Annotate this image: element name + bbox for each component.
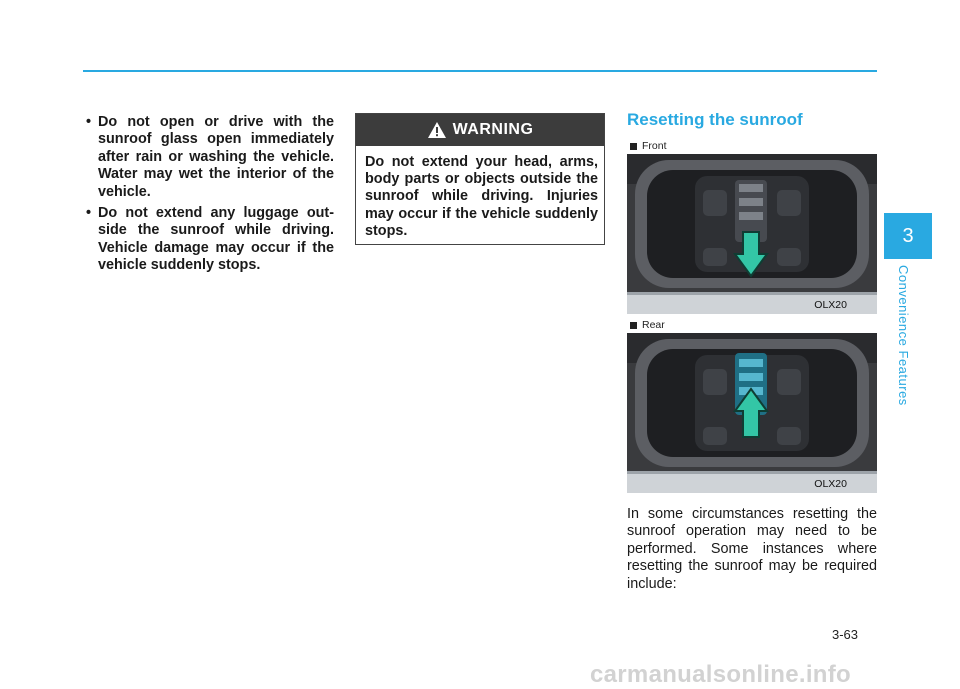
list-item-text: Do not open or drive with the sunroof glass open immediately after rain or washing the vehicle. Water may wet the interior of the vehicle. <box>98 114 334 200</box>
overhead-console-illustration <box>627 154 877 314</box>
list-item-text: Do not extend any luggage out-side the sunroof while driving. Vehicle damage may occur if the vehicle suddenly stops. <box>98 205 334 274</box>
top-rule <box>83 70 877 72</box>
figure-code: OLX20 <box>814 478 847 490</box>
overhead-console-illustration <box>627 333 877 493</box>
caution-list <box>82 114 334 279</box>
watermark-link[interactable]: carmanualsonline.info <box>590 661 852 688</box>
warning-text: Do not extend your head, arms, body parts or objects outside the sunroof while driving. Injuries may occur if the vehicle suddenly stops. <box>365 154 598 239</box>
bullet-icon: • <box>86 114 92 130</box>
warning-title: WARNING <box>452 121 534 138</box>
square-bullet-icon <box>630 143 637 150</box>
figure-caption-text: Front <box>642 140 667 152</box>
section-body-text: In some circumstances resetting the sunroof operation may need to be performed. Some instances where resetting the sunroof may be required include: <box>627 506 877 592</box>
chapter-tab: 3 <box>884 213 932 259</box>
warning-triangle-icon <box>427 121 447 139</box>
figure-code: OLX20 <box>814 299 847 311</box>
front-console-image <box>627 154 877 314</box>
list-item <box>82 205 334 275</box>
rear-console-image <box>627 333 877 493</box>
warning-box <box>355 113 605 245</box>
figure-caption-rear <box>630 319 665 331</box>
figure-caption-front <box>630 140 667 152</box>
list-item <box>82 114 334 201</box>
square-bullet-icon <box>630 322 637 329</box>
warning-header <box>356 114 604 146</box>
bullet-icon: • <box>86 205 92 222</box>
section-title: Resetting the sunroof <box>627 110 803 129</box>
chapter-title: Convenience Features <box>896 265 911 406</box>
figure-caption-text: Rear <box>642 319 665 331</box>
page-number: 3-63 <box>832 627 859 642</box>
